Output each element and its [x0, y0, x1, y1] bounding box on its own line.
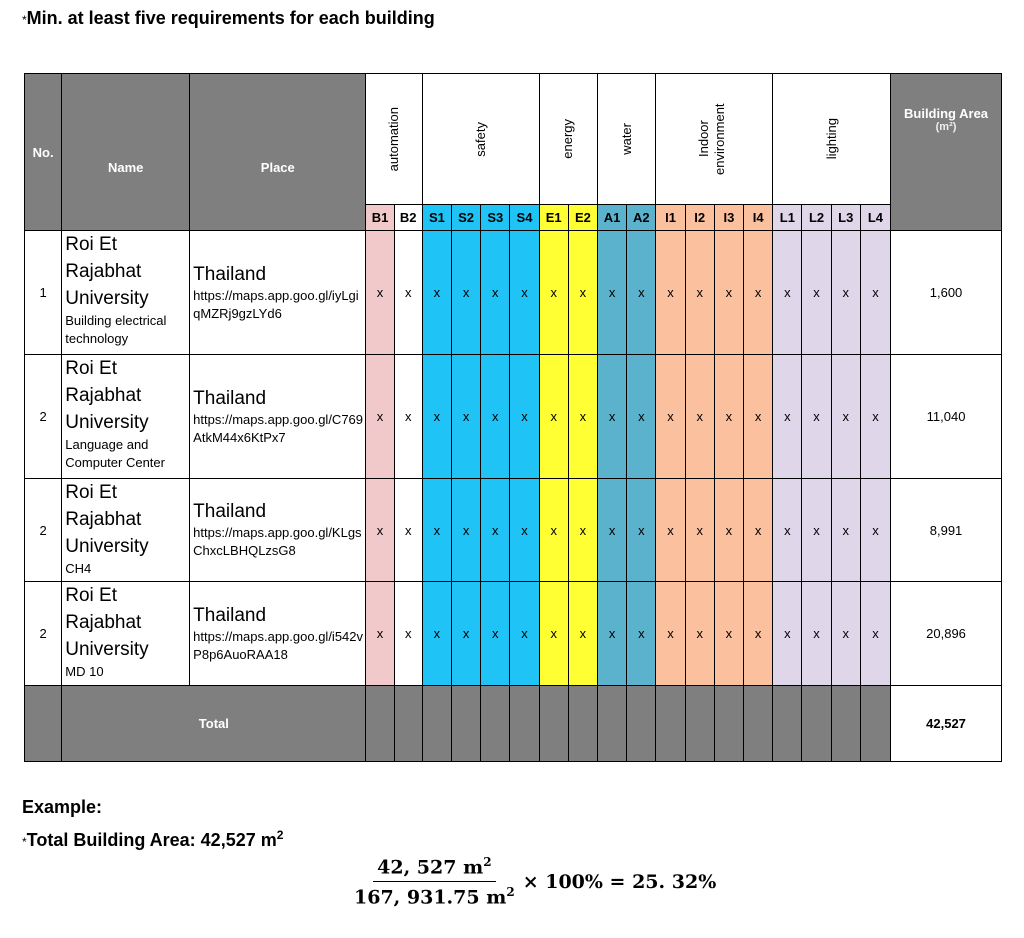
- mark-cell: x: [568, 582, 597, 686]
- total-spacer: [25, 686, 62, 762]
- name-line: University: [65, 412, 149, 433]
- mark-cell: x: [773, 479, 802, 582]
- place-country: Thailand: [193, 501, 267, 522]
- mark-cell: x: [773, 355, 802, 479]
- building-name: [62, 582, 190, 686]
- category-energy: [539, 74, 597, 205]
- name-detail: Language and Computer Center: [65, 437, 165, 470]
- mark-cell: x: [394, 582, 422, 686]
- building-area-value: 20,896: [891, 582, 1002, 686]
- mark-cell: x: [366, 479, 394, 582]
- mark-cell: x: [394, 231, 422, 355]
- total-blank: [627, 686, 656, 762]
- mark-cell: x: [539, 479, 568, 582]
- mark-cell: x: [481, 231, 510, 355]
- mark-cell: x: [685, 479, 714, 582]
- mark-cell: x: [598, 582, 627, 686]
- table-row: [25, 231, 1002, 355]
- mark-cell: x: [394, 479, 422, 582]
- table-row: [25, 479, 1002, 582]
- category-label: safety: [472, 121, 488, 157]
- subcode: S3: [481, 205, 510, 231]
- subcode: I4: [744, 205, 773, 231]
- mark-cell: x: [831, 582, 860, 686]
- building-name: [62, 231, 190, 355]
- mark-cell: x: [568, 231, 597, 355]
- name-line: Rajabhat: [65, 261, 142, 282]
- mark-cell: x: [744, 582, 773, 686]
- mark-cell: x: [422, 231, 451, 355]
- denominator-text: 167, 931.75 m: [354, 886, 507, 909]
- name-line: University: [65, 536, 149, 557]
- mark-cell: x: [452, 231, 481, 355]
- category-lighting: [773, 74, 891, 205]
- mark-cell: x: [452, 582, 481, 686]
- row-number: 1: [25, 231, 62, 355]
- total-blank: [860, 686, 890, 762]
- formula-numerator: [373, 855, 495, 882]
- subcode: S4: [510, 205, 539, 231]
- subcode: E1: [539, 205, 568, 231]
- category-label: lighting: [823, 118, 839, 160]
- header-no: No.: [25, 74, 62, 231]
- place-country: Thailand: [193, 387, 267, 409]
- mark-cell: x: [627, 479, 656, 582]
- mark-cell: x: [744, 231, 773, 355]
- mark-cell: x: [656, 355, 685, 479]
- mark-cell: x: [598, 355, 627, 479]
- subcode: L3: [831, 205, 860, 231]
- mark-cell: x: [539, 582, 568, 686]
- building-area-value: 11,040: [891, 355, 1002, 479]
- example-title: Example:: [22, 797, 103, 817]
- total-blank: [539, 686, 568, 762]
- total-blank: [685, 686, 714, 762]
- mark-cell: x: [656, 479, 685, 582]
- total-blank: [394, 686, 422, 762]
- mark-cell: x: [802, 355, 831, 479]
- formula-denominator: [350, 882, 519, 908]
- mark-cell: x: [860, 479, 890, 582]
- building-area-title: Building Area: [904, 106, 989, 121]
- mark-cell: x: [452, 479, 481, 582]
- mark-cell: x: [860, 231, 890, 355]
- table-row: [25, 355, 1002, 479]
- numerator-exp: 2: [483, 855, 492, 869]
- total-blank: [598, 686, 627, 762]
- mark-cell: x: [802, 479, 831, 582]
- mark-cell: x: [394, 355, 422, 479]
- header-building-area: [891, 74, 1002, 231]
- mark-cell: x: [714, 479, 743, 582]
- total-area-star: *: [22, 835, 27, 849]
- place-url: https://maps.app.goo.gl/C769AtkM44x6KtPx7: [193, 411, 364, 445]
- total-blank: [714, 686, 743, 762]
- mark-cell: x: [452, 355, 481, 479]
- building-place: [190, 479, 366, 582]
- mark-cell: x: [744, 479, 773, 582]
- note-text: Min. at least five requirements for each building: [26, 8, 435, 28]
- mark-cell: x: [422, 355, 451, 479]
- total-blank: [568, 686, 597, 762]
- name-line: Roi Et: [65, 585, 118, 606]
- denominator-exp: 2: [506, 885, 515, 900]
- table-row: [25, 582, 1002, 686]
- mark-cell: x: [627, 231, 656, 355]
- mark-cell: x: [366, 231, 394, 355]
- building-place: [190, 355, 366, 479]
- name-line: Roi Et: [65, 358, 118, 379]
- place-url: https://maps.app.goo.gl/iyLgiqMZRj9gzLYd6: [193, 287, 359, 321]
- total-area-sup: 2: [276, 828, 284, 842]
- total-row: [25, 686, 1002, 762]
- formula-result: × 100% = 25. 32%: [522, 870, 717, 893]
- mark-cell: x: [598, 231, 627, 355]
- mark-cell: x: [744, 355, 773, 479]
- category-indoor-environment: [656, 74, 773, 205]
- subcode: A2: [627, 205, 656, 231]
- mark-cell: x: [685, 582, 714, 686]
- place-country: Thailand: [193, 263, 267, 285]
- header-name: Name: [62, 74, 190, 231]
- total-blank: [656, 686, 685, 762]
- mark-cell: x: [539, 231, 568, 355]
- mark-cell: x: [568, 355, 597, 479]
- mark-cell: x: [831, 355, 860, 479]
- place-country: Thailand: [193, 604, 267, 626]
- total-blank: [744, 686, 773, 762]
- total-blank: [366, 686, 394, 762]
- subcode: I3: [714, 205, 743, 231]
- place-url: https://maps.app.goo.gl/i542vP8p6AuoRAA18: [193, 628, 364, 662]
- mark-cell: x: [366, 355, 394, 479]
- mark-cell: x: [802, 582, 831, 686]
- row-number: 2: [25, 582, 62, 686]
- subcode: B1: [366, 205, 394, 231]
- mark-cell: x: [510, 582, 539, 686]
- percentage-formula: [350, 855, 716, 909]
- mark-cell: x: [860, 582, 890, 686]
- name-line: Rajabhat: [65, 385, 142, 406]
- mark-cell: x: [802, 231, 831, 355]
- name-detail: MD 10: [65, 664, 104, 679]
- building-name: [62, 479, 190, 582]
- place-url: https://maps.app.goo.gl/KLgsChxcLBHQLzsG8: [193, 525, 362, 558]
- mark-cell: x: [422, 479, 451, 582]
- total-blank: [481, 686, 510, 762]
- name-detail: CH4: [65, 561, 92, 576]
- building-area-value: 1,600: [891, 231, 1002, 355]
- total-blank: [422, 686, 451, 762]
- name-line: Rajabhat: [65, 612, 142, 633]
- mark-cell: x: [598, 479, 627, 582]
- mark-cell: x: [685, 231, 714, 355]
- total-building-area: [22, 828, 283, 851]
- mark-cell: x: [366, 582, 394, 686]
- mark-cell: x: [656, 582, 685, 686]
- subcode: L1: [773, 205, 802, 231]
- total-blank: [452, 686, 481, 762]
- total-blank: [831, 686, 860, 762]
- row-number: 2: [25, 479, 62, 582]
- mark-cell: x: [481, 479, 510, 582]
- subcode: I1: [656, 205, 685, 231]
- total-blank: [773, 686, 802, 762]
- building-area-unit: (m²): [935, 121, 957, 133]
- name-line: University: [65, 288, 149, 309]
- requirements-note: [22, 8, 435, 29]
- note-star: *: [22, 13, 27, 27]
- building-area-value: 8,991: [891, 479, 1002, 582]
- subcode: L2: [802, 205, 831, 231]
- category-water: [598, 74, 656, 205]
- total-blank: [510, 686, 539, 762]
- category-label: water: [618, 123, 634, 155]
- name-detail: Building electrical technology: [65, 313, 167, 346]
- building-place: [190, 582, 366, 686]
- mark-cell: x: [627, 355, 656, 479]
- subcode: S2: [452, 205, 481, 231]
- mark-cell: x: [481, 355, 510, 479]
- formula-fraction: [350, 855, 519, 909]
- row-number: 2: [25, 355, 62, 479]
- building-requirements-table: [24, 73, 1002, 762]
- mark-cell: x: [510, 479, 539, 582]
- mark-cell: x: [860, 355, 890, 479]
- category-automation: [366, 74, 422, 205]
- name-line: University: [65, 639, 149, 660]
- numerator-text: 42, 527 m: [377, 856, 484, 879]
- mark-cell: x: [831, 479, 860, 582]
- mark-cell: x: [510, 355, 539, 479]
- total-value: 42,527: [891, 686, 1002, 762]
- subcode: I2: [685, 205, 714, 231]
- subcode: L4: [860, 205, 890, 231]
- name-line: Roi Et: [65, 234, 118, 255]
- mark-cell: x: [685, 355, 714, 479]
- name-line: Roi Et: [65, 482, 118, 503]
- mark-cell: x: [539, 355, 568, 479]
- total-label: Total: [62, 686, 366, 762]
- category-label: Indoor environment: [696, 103, 728, 175]
- mark-cell: x: [831, 231, 860, 355]
- mark-cell: x: [627, 582, 656, 686]
- mark-cell: x: [568, 479, 597, 582]
- total-blank: [802, 686, 831, 762]
- category-label: automation: [386, 106, 402, 172]
- total-area-text: Total Building Area: 42,527 m: [26, 830, 277, 850]
- mark-cell: x: [510, 231, 539, 355]
- building-name: [62, 355, 190, 479]
- subcode: B2: [394, 205, 422, 231]
- mark-cell: x: [656, 231, 685, 355]
- mark-cell: x: [773, 231, 802, 355]
- subcode: E2: [568, 205, 597, 231]
- mark-cell: x: [481, 582, 510, 686]
- category-label: energy: [560, 119, 576, 159]
- header-place: Place: [190, 74, 366, 231]
- mark-cell: x: [714, 231, 743, 355]
- subcode: A1: [598, 205, 627, 231]
- mark-cell: x: [714, 355, 743, 479]
- building-place: [190, 231, 366, 355]
- subcode: S1: [422, 205, 451, 231]
- mark-cell: x: [714, 582, 743, 686]
- mark-cell: x: [422, 582, 451, 686]
- category-safety: [422, 74, 539, 205]
- name-line: Rajabhat: [65, 509, 142, 530]
- mark-cell: x: [773, 582, 802, 686]
